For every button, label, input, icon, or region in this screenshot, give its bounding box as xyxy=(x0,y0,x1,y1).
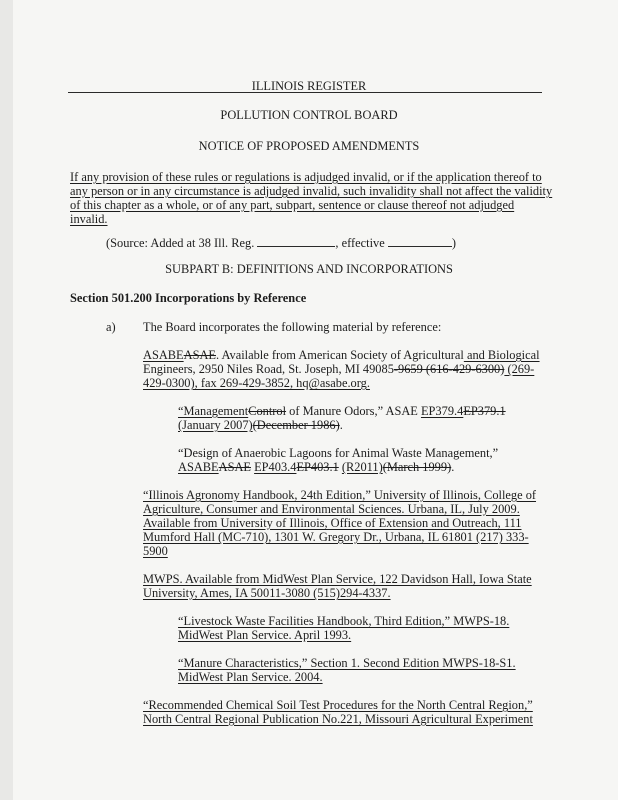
agronomy-line-5: 5900 xyxy=(143,544,168,558)
mgmt-new-date: (January 2007) xyxy=(178,418,253,432)
soil-line-1: “Recommended Chemical Soil Test Procedures for the North Central Region,” xyxy=(143,698,533,712)
source-middle: , effective xyxy=(335,236,388,250)
asabe-line-1 xyxy=(143,348,540,362)
mgmt-old-word: Control xyxy=(248,404,287,418)
lagoons-line-1: “Design of Anaerobic Lagoons for Animal Waste Management,” xyxy=(178,446,499,460)
severability-line-3: of this chapter as a whole, or of any part, subpart, sentence or clause thereof not adjudged xyxy=(70,198,515,212)
mwps-line-2: University, Ames, IA 50011-3080 (515)294-4337. xyxy=(143,586,391,600)
lagoons-line-2 xyxy=(178,460,454,474)
source-suffix: ) xyxy=(451,236,456,250)
mgmt-old-date: (December 1986) xyxy=(252,418,340,432)
mgmt-new-code: EP379.4 xyxy=(420,404,464,418)
mgmt-old-code: EP379.1 xyxy=(463,404,506,418)
asabe-old-name: ASAE xyxy=(183,348,216,362)
asabe-new-name: ASABE xyxy=(143,348,184,362)
agronomy-line-4: Mumford Hall (MC-710), 1301 W. Gregory Dr., Urbana, IL 61801 (217) 333- xyxy=(143,530,529,544)
mgmt-line-1 xyxy=(178,404,506,418)
lagoons-old-code: EP403.1 xyxy=(296,460,339,474)
asabe-address: Engineers, 2950 Niles Road, St. Joseph, MI 49085 xyxy=(143,362,394,376)
section-heading: Section 501.200 Incorporations by Reference xyxy=(70,291,307,305)
source-effective-blank xyxy=(388,236,452,247)
board-title: POLLUTION CONTROL BOARD xyxy=(220,108,398,122)
mgmt-quote: “ xyxy=(178,404,184,418)
mwps-line-1: MWPS. Available from MidWest Plan Service, 122 Davidson Hall, Iowa State xyxy=(143,572,532,586)
para-a-label: a) xyxy=(106,320,116,334)
asabe-added-text: and Biological xyxy=(463,348,540,362)
asabe-line-2 xyxy=(143,362,534,376)
severability-line-4: invalid. xyxy=(70,212,108,226)
mgmt-line-2 xyxy=(178,418,343,432)
manure-char-line-2: MidWest Plan Service. 2004. xyxy=(178,670,323,684)
notice-title: NOTICE OF PROPOSED AMENDMENTS xyxy=(198,139,420,153)
source-note xyxy=(106,236,456,250)
lagoons-old-org: ASAE xyxy=(218,460,251,474)
subpart-heading: SUBPART B: DEFINITIONS AND INCORPORATIONS xyxy=(165,262,453,276)
agronomy-line-1: “Illinois Agronomy Handbook, 24th Edition,” University of Illinois, College of xyxy=(143,488,537,502)
agronomy-line-3: Available from University of Illinois, Office of Extension and Outreach, 111 xyxy=(143,516,522,530)
lagoons-new-org: ASABE xyxy=(178,460,219,474)
severability-line-2: any person or in any circumstance is adjudged invalid, such invalidity shall not affect the validity xyxy=(70,184,553,198)
mgmt-end: . xyxy=(339,418,343,432)
lagoons-new-code: EP403.4 xyxy=(254,460,297,474)
livestock-line-1: “Livestock Waste Facilities Handbook, Third Edition,” MWPS-18. xyxy=(178,614,510,628)
source-prefix: (Source: Added at 38 Ill. Reg. xyxy=(106,236,258,250)
lagoons-end: . xyxy=(451,460,455,474)
header-rule xyxy=(68,92,542,93)
lagoons-old-date: (March 1999) xyxy=(382,460,452,474)
asabe-old-phone: -9659 (616-429-6300) xyxy=(393,362,505,376)
manure-char-line-1: “Manure Characteristics,” Section 1. Second Edition MWPS-18-S1. xyxy=(178,656,516,670)
agronomy-line-2: Agriculture, Consumer and Environmental Sciences. Urbana, IL, July 2009. xyxy=(143,502,520,516)
asabe-new-phone: (269- xyxy=(504,362,535,376)
para-a-text: The Board incorporates the following material by reference: xyxy=(143,320,442,334)
register-title: ILLINOIS REGISTER xyxy=(251,79,367,93)
asabe-line-3: 429-0300), fax 269-429-3852, hq@asabe.org. xyxy=(143,376,370,390)
lagoons-new-date: (R2011) xyxy=(341,460,383,474)
severability-line-1: If any provision of these rules or regulations is adjudged invalid, or if the application thereof to xyxy=(70,170,542,184)
soil-line-2: North Central Regional Publication No.221, Missouri Agricultural Experiment xyxy=(143,712,533,726)
asabe-text: . Available from American Society of Agricultural xyxy=(215,348,464,362)
source-register-blank xyxy=(257,236,335,247)
mgmt-text: of Manure Odors,” ASAE xyxy=(286,404,421,418)
mgmt-new-word: Management xyxy=(183,404,249,418)
livestock-line-2: MidWest Plan Service. April 1993. xyxy=(178,628,352,642)
